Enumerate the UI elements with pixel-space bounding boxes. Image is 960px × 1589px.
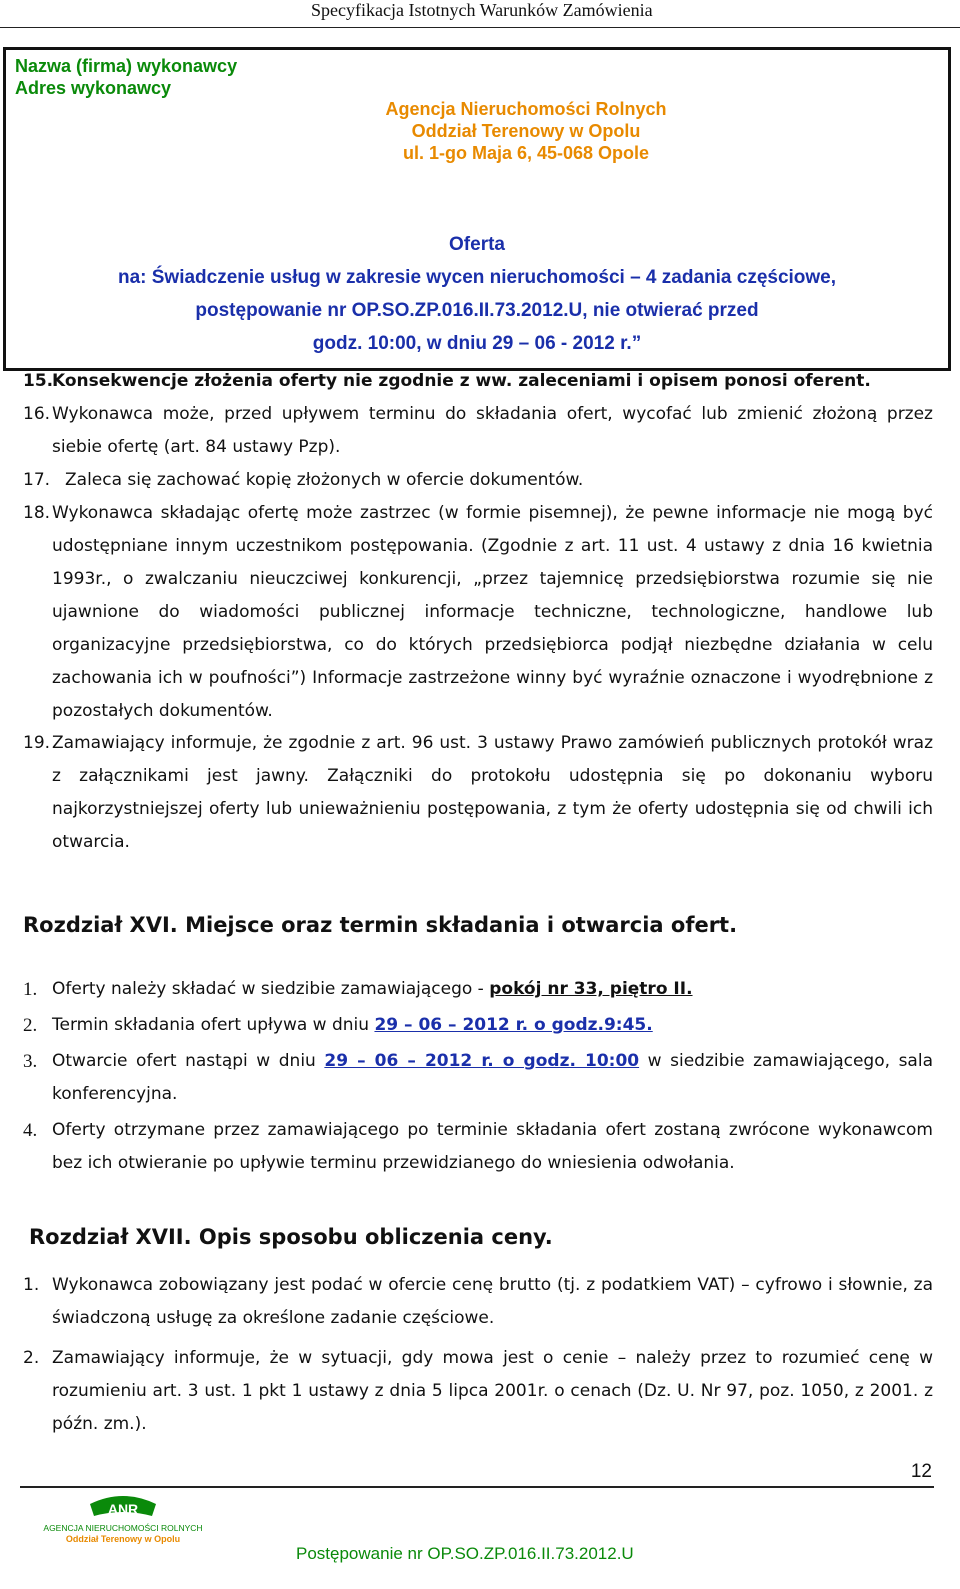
list-item bbox=[23, 1114, 933, 1180]
room-location: pokój nr 33, piętro II. bbox=[489, 979, 693, 999]
offer-line: postępowanie nr OP.SO.ZP.016.II.73.2012.U, nie otwierać przed bbox=[195, 300, 759, 321]
point-17 bbox=[23, 464, 933, 497]
header-title: Specyfikacja Istotnych Warunków Zamówienia bbox=[311, 0, 653, 20]
point-16 bbox=[23, 398, 933, 464]
chapter-17-list bbox=[23, 1269, 933, 1441]
list-item bbox=[23, 1269, 933, 1335]
list-number: 1. bbox=[23, 979, 38, 1000]
list-item bbox=[23, 1009, 933, 1042]
header-divider bbox=[0, 27, 960, 28]
chapter-16-title: Rozdział XVI. Miejsce oraz termin składania i otwarcia ofert. bbox=[23, 913, 738, 937]
point-text: Wykonawca składając ofertę może zastrzec (w formie pisemnej), że pewne informacje nie mogą być udostępniane innym uczestnikom postępowania. (Zgodnie z art. 11 ust. 4 ustawy z dnia 16 kwietnia 1993r., o zwalczaniu nieuczciwej konkurencji, „przez tajemnicę przedsiębiorstwa rozumie się nie ujawnione do wiadomości publicznej informacje techniczne, technologiczne, handlowe lub organizacyjne przedsiębiorstwa, co do których przedsiębiorca podjął niezbędne działania w celu zachowania ich w poufności”) Informacje zastrzeżone winny być wyraźnie oznaczone i wyodrębnione z pozostałych dokumentów. bbox=[52, 503, 933, 721]
list-number: 1. bbox=[23, 1275, 40, 1295]
page-number: 12 bbox=[910, 1461, 932, 1482]
chapter-16-list bbox=[23, 973, 933, 1180]
agency-line: Oddział Terenowy w Opolu bbox=[411, 121, 641, 141]
offer-line: Oferta bbox=[449, 234, 505, 255]
list-item bbox=[23, 1342, 933, 1441]
offer-line: godz. 10:00, w dniu 29 – 06 - 2012 r.” bbox=[312, 333, 642, 354]
contractor-name: Nazwa (firma) wykonawcy bbox=[15, 56, 238, 76]
logo-line-1: AGENCJA NIERUCHOMOŚCI ROLNYCH bbox=[43, 1523, 203, 1533]
list-text: Termin składania ofert upływa w dniu bbox=[52, 1015, 375, 1035]
list-text: Wykonawca zobowiązany jest podać w ofercie cenę brutto (tj. z podatkiem VAT) – cyfrowo i słownie, za świadczoną usługę za określone zadanie częściowe. bbox=[52, 1275, 933, 1328]
list-number: 2. bbox=[23, 1348, 40, 1368]
list-number: 3. bbox=[23, 1051, 38, 1072]
list-item bbox=[23, 1045, 933, 1111]
list-number: 2. bbox=[23, 1015, 38, 1036]
list-text: Oferty należy składać w siedzibie zamawiającego - bbox=[52, 979, 490, 999]
agency-line: ul. 1-go Maja 6, 45-068 Opole bbox=[402, 143, 650, 163]
contractor-block bbox=[15, 55, 237, 99]
contractor-address: Adres wykonawcy bbox=[15, 78, 172, 98]
offer-block bbox=[6, 228, 948, 360]
point-number: 15. bbox=[23, 371, 54, 391]
opening-date-link[interactable]: 29 – 06 – 2012 r. o godz. 10:00 bbox=[324, 1051, 640, 1071]
point-18 bbox=[23, 497, 933, 728]
point-text: Zaleca się zachować kopię złożonych w ofercie dokumentów. bbox=[65, 470, 584, 490]
logo-line-2: Oddział Terenowy w Opolu bbox=[65, 1534, 181, 1544]
footer-procedure-number: Postępowanie nr OP.SO.ZP.016.II.73.2012.U bbox=[296, 1544, 634, 1563]
list-text: Zamawiający informuje, że w sytuacji, gdy mowa jest o cenie – należy przez to rozumieć cenę w rozumieniu art. 3 ust. 1 pkt 1 ustawy z dnia 5 lipca 2001r. o cenach (Dz. U. Nr 97, poz. 1050, z 2001. z późn. zm.). bbox=[52, 1348, 933, 1434]
point-19 bbox=[23, 727, 933, 859]
list-text: w siedzibie zamawiającego, sala konferencyjna. bbox=[52, 1051, 933, 1104]
point-number: 18. bbox=[23, 503, 51, 523]
chapter-17-title: Rozdział XVII. Opis sposobu obliczenia ceny. bbox=[29, 1225, 553, 1249]
footer-divider bbox=[20, 1486, 934, 1488]
list-item bbox=[23, 973, 933, 1006]
agency-line: Agencja Nieruchomości Rolnych bbox=[385, 99, 667, 119]
point-text: Wykonawca może, przed upływem terminu do składania ofert, wycofać lub zmienić złożoną przez siebie ofertę (art. 84 ustawy Pzp). bbox=[52, 404, 933, 457]
agency-block bbox=[326, 98, 726, 164]
point-number: 16. bbox=[23, 404, 51, 424]
point-text: Zamawiający informuje, że zgodnie z art. 96 ust. 3 ustawy Prawo zamówień publicznych protokół wraz z załącznikami jest jawny. Załączniki do protokołu udostępnia się po dokonaniu wyboru najkorzystniejszej oferty lub unieważnieniu postępowania, z tym że oferty udostępnia się od chwili ich otwarcia. bbox=[52, 733, 933, 852]
list-number: 4. bbox=[23, 1120, 38, 1141]
deadline-link[interactable]: 29 – 06 – 2012 r. o godz.9:45. bbox=[374, 1015, 653, 1035]
point-15 bbox=[23, 365, 933, 398]
list-text: Otwarcie ofert nastąpi w dniu bbox=[52, 1051, 325, 1071]
point-number: 19. bbox=[23, 733, 51, 753]
point-number: 17. bbox=[23, 470, 51, 490]
envelope-label-box bbox=[3, 47, 951, 371]
point-text: Konsekwencje złożenia oferty nie zgodnie z ww. zaleceniami i opisem ponosi oferent. bbox=[52, 371, 871, 391]
offer-line: na: Świadczenie usług w zakresie wycen nieruchomości – 4 zadania częściowe, bbox=[117, 267, 837, 288]
logo-abbr: ANR bbox=[107, 1501, 139, 1517]
anr-logo bbox=[38, 1490, 208, 1546]
list-text: Oferty otrzymane przez zamawiającego po terminie składania ofert zostaną zwrócone wykonawcom bez ich otwieranie po upływie terminu przewidzianego do wniesienia odwołania. bbox=[52, 1120, 933, 1173]
